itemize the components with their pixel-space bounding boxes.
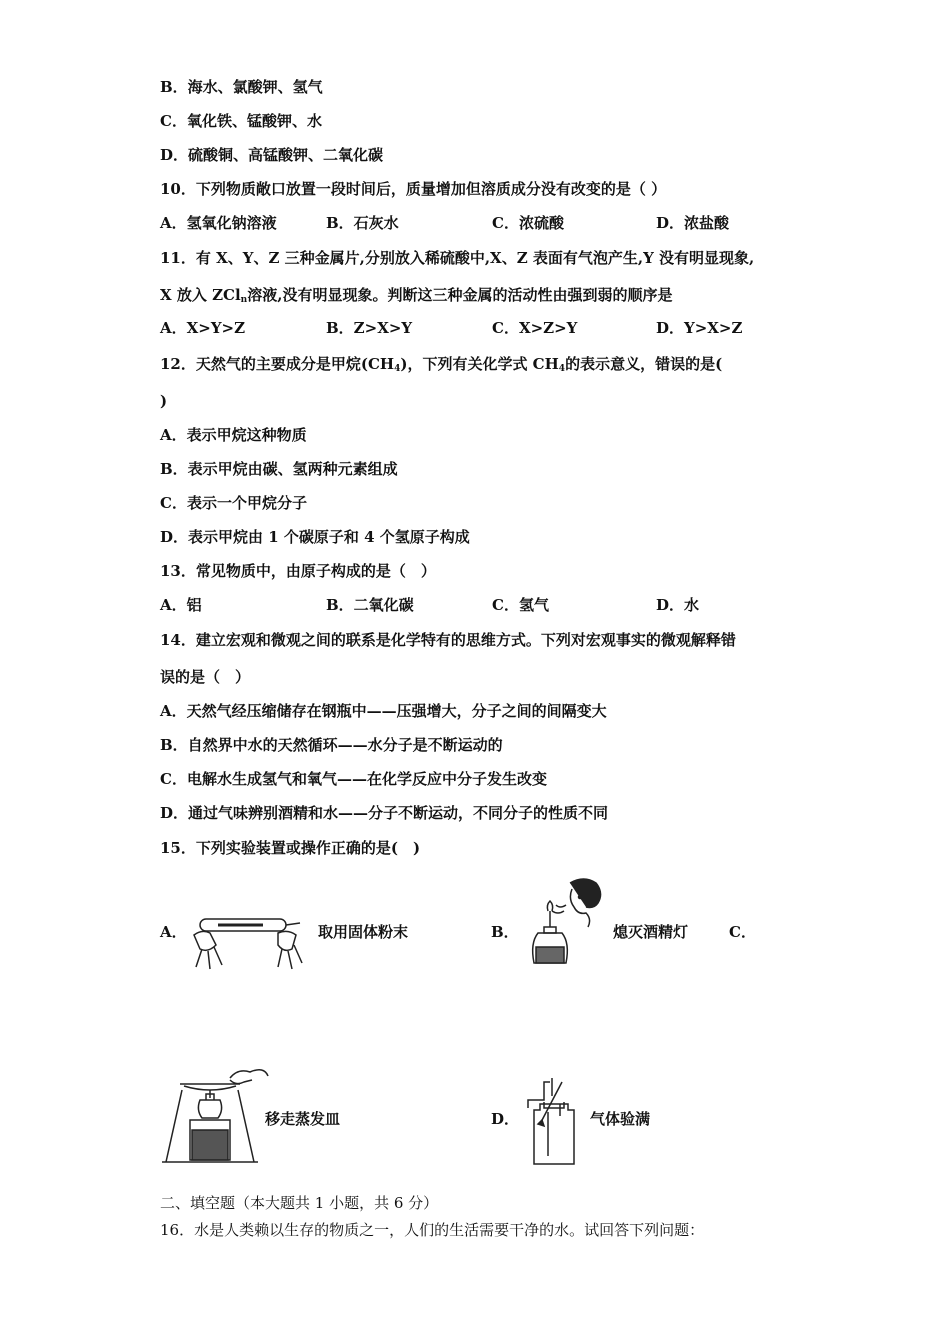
section-heading-fill-in: 二、填空题（本大题共 1 小题，共 6 分）	[160, 1194, 439, 1212]
q9-option-b: B．海水、氯酸钾、氢气	[160, 78, 323, 96]
q11-subscript: n	[240, 295, 248, 305]
q10-stem: 10．下列物质敞口放置一段时间后，质量增加但溶质成分没有改变的是（ ）	[160, 180, 667, 198]
q12-sub2: 4	[558, 364, 566, 374]
q11-option-a: A．X>Y>Z	[160, 319, 246, 337]
q14-option-a: A．天然气经压缩储存在钢瓶中——压强增大，分子之间的间隔变大	[160, 702, 607, 720]
q12-option-c: C．表示一个甲烷分子	[160, 494, 307, 512]
q13-option-d: D．水	[656, 596, 700, 614]
q11-stem-line1: 11．有 X、Y、Z 三种金属片,分别放入稀硫酸中,X、Z 表面有气泡产生,Y 没有明显现象,	[160, 249, 755, 267]
q15-option-c-letter: C．	[729, 923, 756, 941]
q12-stem-line2: )	[160, 392, 168, 410]
q15-option-a-letter: A．	[160, 923, 187, 941]
test-tube-powder-figure	[188, 905, 308, 975]
q12-option-a: A．表示甲烷这种物质	[160, 426, 307, 444]
q15-option-a-caption: 取用固体粉末	[318, 923, 409, 941]
remove-evaporating-dish-figure	[160, 1058, 270, 1168]
q15-option-d-caption: 气体验满	[590, 1110, 651, 1128]
q12-text-c: 的表示意义，错误的是(	[565, 355, 723, 373]
q15-option-b-letter: B．	[491, 923, 519, 941]
q11-text-post: 溶液,没有明显现象。判断这三种金属的活动性由强到弱的顺序是	[247, 286, 673, 304]
q14-stem-line2: 误的是（ ）	[160, 668, 251, 686]
q10-option-d: D．浓盐酸	[656, 214, 730, 232]
q13-option-b: B．二氧化碳	[326, 596, 414, 614]
q10-option-c: C．浓硫酸	[492, 214, 564, 232]
q13-option-a: A．铝	[160, 596, 202, 614]
q11-option-c: C．X>Z>Y	[492, 319, 578, 337]
q11-stem-line2	[160, 285, 672, 310]
q15-stem: 15．下列实验装置或操作正确的是( )	[160, 839, 421, 857]
q15-option-d-letter: D．	[491, 1110, 520, 1128]
blow-out-alcohol-lamp-figure	[526, 875, 608, 975]
q12-stem-line1	[160, 354, 722, 379]
q10-option-a: A．氢氧化钠溶液	[160, 214, 277, 232]
q14-option-d: D．通过气味辨别酒精和水——分子不断运动，不同分子的性质不同	[160, 804, 609, 822]
q12-text-a: 12．天然气的主要成分是甲烷(CH	[160, 355, 395, 373]
q9-option-d: D．硫酸铜、高锰酸钾、二氧化碳	[160, 146, 384, 164]
q12-sub1: 4	[394, 364, 401, 374]
q15-option-b-caption: 熄灭酒精灯	[613, 923, 689, 941]
q14-stem-line1: 14．建立宏观和微观之间的联系是化学特有的思维方式。下列对宏观事实的微观解释错	[160, 631, 736, 649]
q12-option-d: D．表示甲烷由 1 个碳原子和 4 个氢原子构成	[160, 528, 470, 546]
q12-text-b: )，下列有关化学式 CH	[400, 355, 559, 373]
q16-stem: 16．水是人类赖以生存的物质之一，人们的生活需要干净的水。试回答下列问题：	[160, 1221, 705, 1239]
q11-text-pre: X 放入 ZCl	[160, 286, 241, 304]
q11-option-d: D．Y>X>Z	[656, 319, 743, 337]
q13-stem: 13．常见物质中，由原子构成的是（ ）	[160, 562, 436, 580]
q12-option-b: B．表示甲烷由碳、氢两种元素组成	[160, 460, 398, 478]
q13-option-c: C．氢气	[492, 596, 549, 614]
q10-option-b: B．石灰水	[326, 214, 399, 232]
q15-option-c-caption: 移走蒸发皿	[265, 1110, 341, 1128]
q9-option-c: C．氧化铁、锰酸钾、水	[160, 112, 322, 130]
gas-full-test-figure	[524, 1076, 586, 1168]
q14-option-b: B．自然界中水的天然循环——水分子是不断运动的	[160, 736, 503, 754]
q11-option-b: B．Z>X>Y	[326, 319, 413, 337]
q14-option-c: C．电解水生成氢气和氧气——在化学反应中分子发生改变	[160, 770, 547, 788]
